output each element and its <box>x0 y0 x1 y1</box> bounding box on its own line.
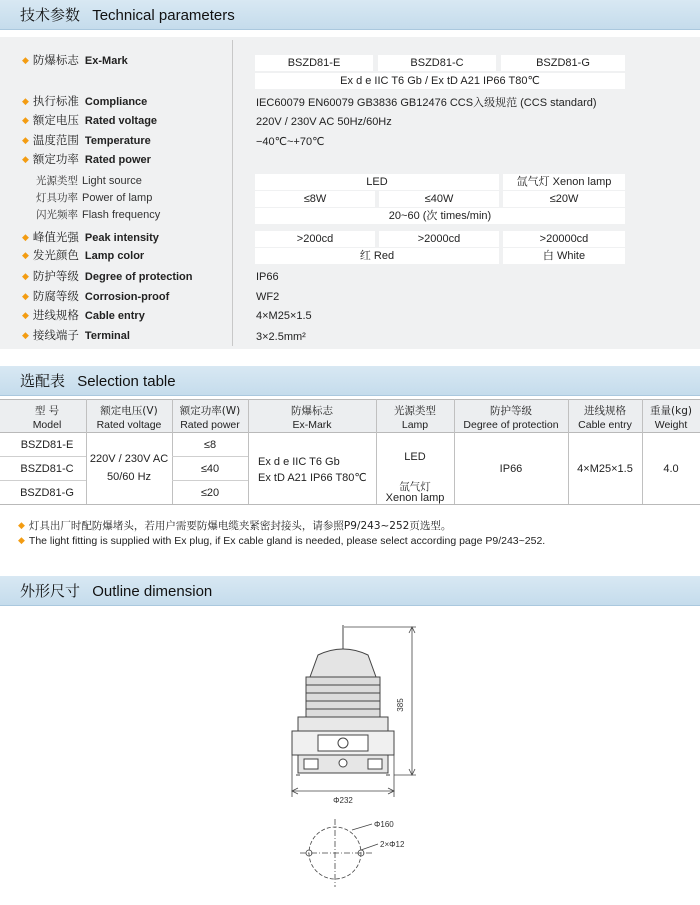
note-zh: ◆ 灯具出厂时配防爆堵头，若用户需要防爆电缆夹紧密封接头，请参照P9/243~252页选型。 <box>18 520 452 532</box>
cable-cell: 4×M25×1.5 <box>577 463 633 475</box>
protection-value: IP66 <box>256 271 279 283</box>
column-header-voltage: 额定电压(V) Rated voltage <box>96 405 162 431</box>
outline-dimension-header <box>0 576 700 606</box>
param-label-exmark: ◆ 防爆标志 Ex-Mark <box>22 53 128 67</box>
flash-frequency-value: 20~60 (次 times/min) <box>255 208 625 224</box>
column-header-exmark: 防爆标志 Ex-Mark <box>291 405 333 431</box>
lamp-xenon-en: Xenon lamp <box>385 492 445 504</box>
row-divider <box>172 480 248 481</box>
column-header-cable: 进线规格 Cable entry <box>578 405 632 431</box>
row-divider <box>172 456 248 457</box>
exmark-value: Ex d e IIC T6 Gb / Ex tD A21 IP66 T80℃ <box>255 73 625 89</box>
param-sublabel-power-of-lamp: 灯具功率 Power of lamp <box>36 192 153 204</box>
param-label-corrosion: ◆ 防腐等级 Corrosion-proof <box>22 289 170 303</box>
column-header-lamp: 光源类型 Lamp <box>394 405 436 431</box>
temperature-value: −40℃~+70℃ <box>256 136 325 148</box>
section-title-zh: 选配表 <box>20 372 66 390</box>
power-cell: ≤20 <box>200 487 220 499</box>
cable-entry-value: 4×M25×1.5 <box>256 310 312 322</box>
terminal-value: 3×2.5mm² <box>256 331 306 343</box>
row-divider <box>0 480 86 481</box>
param-label-protection: ◆ 防护等级 Degree of protection <box>22 269 193 283</box>
compliance-value: IEC60079 EN60079 GB3836 GB12476 CCS入级规范 (CCS standard) <box>256 97 597 109</box>
table-divider <box>568 399 569 504</box>
section-title-en: Selection table <box>77 373 176 390</box>
voltage-line-2: 50/60 Hz <box>106 471 152 483</box>
section-title-zh: 技术参数 <box>20 6 81 24</box>
column-header-power: 额定功率(W) Rated power <box>179 405 241 431</box>
param-label-voltage: ◆ 额定电压 Rated voltage <box>22 113 158 127</box>
light-source-xenon: 氙气灯 Xenon lamp <box>503 174 625 190</box>
param-label-peak-intensity: ◆ 峰值光强 Peak intensity <box>22 230 159 244</box>
lamp-led: LED <box>404 451 426 463</box>
param-label-compliance: ◆ 执行标准 Compliance <box>22 94 148 108</box>
param-sublabel-flash-frequency: 闪光频率 Flash frequency <box>36 209 161 221</box>
table-divider <box>454 399 455 504</box>
table-row-model: BSZD81-G <box>20 487 74 499</box>
outline-drawing <box>0 605 700 905</box>
model-cell-c: BSZD81-C <box>378 55 496 71</box>
column-header-protection: 防护等级 Degree of protection <box>463 405 559 431</box>
exmark-line-2: Ex tD A21 IP66 T80℃ <box>258 472 367 484</box>
model-cell-e: BSZD81-E <box>255 55 373 71</box>
exmark-line-1: Ex d e IIC T6 Gb <box>258 456 340 468</box>
param-label-lamp-color: ◆ 发光颜色 Lamp color <box>22 248 145 262</box>
color-white-value: 白 White <box>503 248 625 264</box>
param-label-rated-power: ◆ 额定功率 Rated power <box>22 152 151 166</box>
section-title-en: Outline dimension <box>92 583 213 600</box>
row-divider <box>0 456 86 457</box>
power-value-g: ≤20W <box>503 191 625 207</box>
section-title-en: Technical parameters <box>92 7 235 24</box>
technical-parameters-header <box>0 0 700 30</box>
column-divider <box>232 40 233 346</box>
corrosion-value: WF2 <box>256 291 280 303</box>
table-row-model: BSZD81-E <box>20 439 74 451</box>
power-cell: ≤8 <box>203 439 217 451</box>
selection-table-header <box>0 366 700 396</box>
power-value-e: ≤8W <box>255 191 375 207</box>
height-dimension-label: 385 <box>396 698 405 712</box>
note-en: ◆ The light fitting is supplied with Ex plug, if Ex cable gland is needed, please select according page P9/243~252. <box>18 535 546 547</box>
selection-table-head <box>0 399 700 433</box>
param-label-cable-entry: ◆ 进线规格 Cable entry <box>22 308 145 322</box>
peak-value-e: >200cd <box>255 231 375 247</box>
light-source-led: LED <box>255 174 499 190</box>
model-cell-g: BSZD81-G <box>501 55 625 71</box>
table-bottom-rule <box>0 504 700 505</box>
column-header-weight: 重量(kg) Weight <box>650 405 692 431</box>
power-value-c: ≤40W <box>379 191 499 207</box>
column-header-model: 型 号 Model <box>32 405 62 431</box>
power-cell: ≤40 <box>200 463 220 475</box>
param-label-temperature: ◆ 温度范围 Temperature <box>22 133 151 147</box>
param-label-terminal: ◆ 接线端子 Terminal <box>22 328 130 342</box>
lamp-xenon-zh: 氙气灯 <box>399 481 431 493</box>
section-title-zh: 外形尺寸 <box>20 582 81 600</box>
voltage-value: 220V / 230V AC 50Hz/60Hz <box>256 116 392 128</box>
bolt-circle-label: Φ160 <box>374 820 394 829</box>
voltage-line-1: 220V / 230V AC <box>89 453 169 465</box>
weight-cell: 4.0 <box>663 463 679 475</box>
table-divider <box>248 399 249 504</box>
width-dimension-label: Φ232 <box>333 796 353 805</box>
holes-label: 2×Φ12 <box>380 840 405 849</box>
peak-value-c: >2000cd <box>379 231 499 247</box>
param-sublabel-light-source: 光源类型 Light source <box>36 175 142 187</box>
table-row-model: BSZD81-C <box>20 463 74 475</box>
color-red-value: 红 Red <box>255 248 499 264</box>
protection-cell: IP66 <box>499 463 523 475</box>
table-divider <box>642 399 643 504</box>
peak-value-g: >20000cd <box>503 231 625 247</box>
